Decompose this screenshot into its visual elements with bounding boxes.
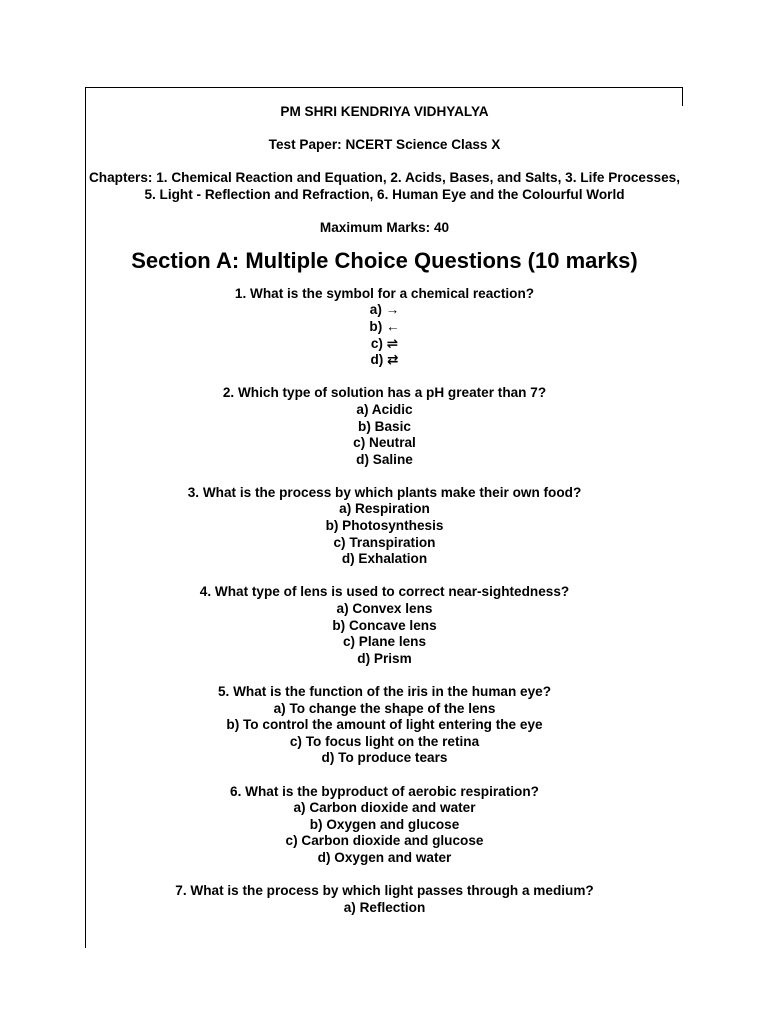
answer-option: a) To change the shape of the lens bbox=[273, 700, 496, 716]
question-text: 7. What is the process by which light passes through a medium? bbox=[175, 883, 594, 899]
question-text: 6. What is the byproduct of aerobic respiration? bbox=[230, 783, 539, 799]
question-block bbox=[86, 385, 683, 468]
question-list bbox=[86, 286, 683, 917]
question-text: 4. What type of lens is used to correct near-sightedness? bbox=[199, 584, 570, 600]
answer-option: b) Concave lens bbox=[332, 617, 437, 633]
answer-option: b) To control the amount of light entering the eye bbox=[226, 717, 543, 733]
answer-option: b) Basic bbox=[358, 418, 411, 434]
question-block bbox=[86, 784, 683, 867]
maximum-marks: Maximum Marks: 40 bbox=[319, 220, 450, 236]
answer-option: d) ⇄ bbox=[370, 352, 399, 368]
question-text: 2. Which type of solution has a pH greater than 7? bbox=[222, 385, 547, 401]
answer-option: c) Neutral bbox=[353, 435, 416, 451]
answer-option: a) Carbon dioxide and water bbox=[293, 800, 476, 816]
answer-option: a) Respiration bbox=[339, 501, 430, 517]
question-text: 3. What is the process by which plants make their own food? bbox=[187, 484, 582, 500]
question-text: 1. What is the symbol for a chemical reaction? bbox=[234, 285, 535, 301]
answer-option: c) Carbon dioxide and glucose bbox=[285, 833, 484, 849]
document-content bbox=[86, 104, 683, 916]
answer-option: b) Photosynthesis bbox=[325, 518, 444, 534]
question-block bbox=[86, 485, 683, 568]
answer-option: a) Reflection bbox=[343, 899, 426, 915]
section-title: Section A: Multiple Choice Questions (10 marks) bbox=[131, 247, 638, 273]
answer-option: d) To produce tears bbox=[321, 750, 448, 766]
chapters-list: Chapters: 1. Chemical Reaction and Equation, 2. Acids, Bases, and Salts, 3. Life Processes, 5. Light - Reflection and Refraction, 6. Human Eye and the Colourful World bbox=[88, 170, 681, 202]
answer-option: d) Prism bbox=[357, 650, 412, 666]
answer-option: a) → bbox=[369, 302, 400, 318]
answer-option: c) To focus light on the retina bbox=[289, 733, 480, 749]
answer-option: b) ← bbox=[369, 318, 400, 334]
answer-option: c) Transpiration bbox=[333, 534, 436, 550]
answer-option: b) Oxygen and glucose bbox=[309, 816, 460, 832]
answer-option: d) Saline bbox=[356, 451, 413, 467]
question-block bbox=[86, 584, 683, 667]
question-block bbox=[86, 883, 683, 916]
question-block bbox=[86, 684, 683, 767]
answer-option: d) Oxygen and water bbox=[317, 849, 452, 865]
question-text: 5. What is the function of the iris in the human eye? bbox=[217, 684, 552, 699]
answer-option: c) ⇌ bbox=[370, 335, 399, 351]
answer-option: a) Convex lens bbox=[336, 601, 433, 617]
school-name: PM SHRI KENDRIYA VIDHYALYA bbox=[280, 104, 489, 119]
answer-option: a) Acidic bbox=[356, 401, 413, 417]
question-block bbox=[86, 286, 683, 369]
test-paper-title: Test Paper: NCERT Science Class X bbox=[268, 137, 501, 153]
document-page bbox=[85, 87, 683, 948]
answer-option: d) Exhalation bbox=[341, 551, 428, 567]
answer-option: c) Plane lens bbox=[342, 634, 427, 650]
